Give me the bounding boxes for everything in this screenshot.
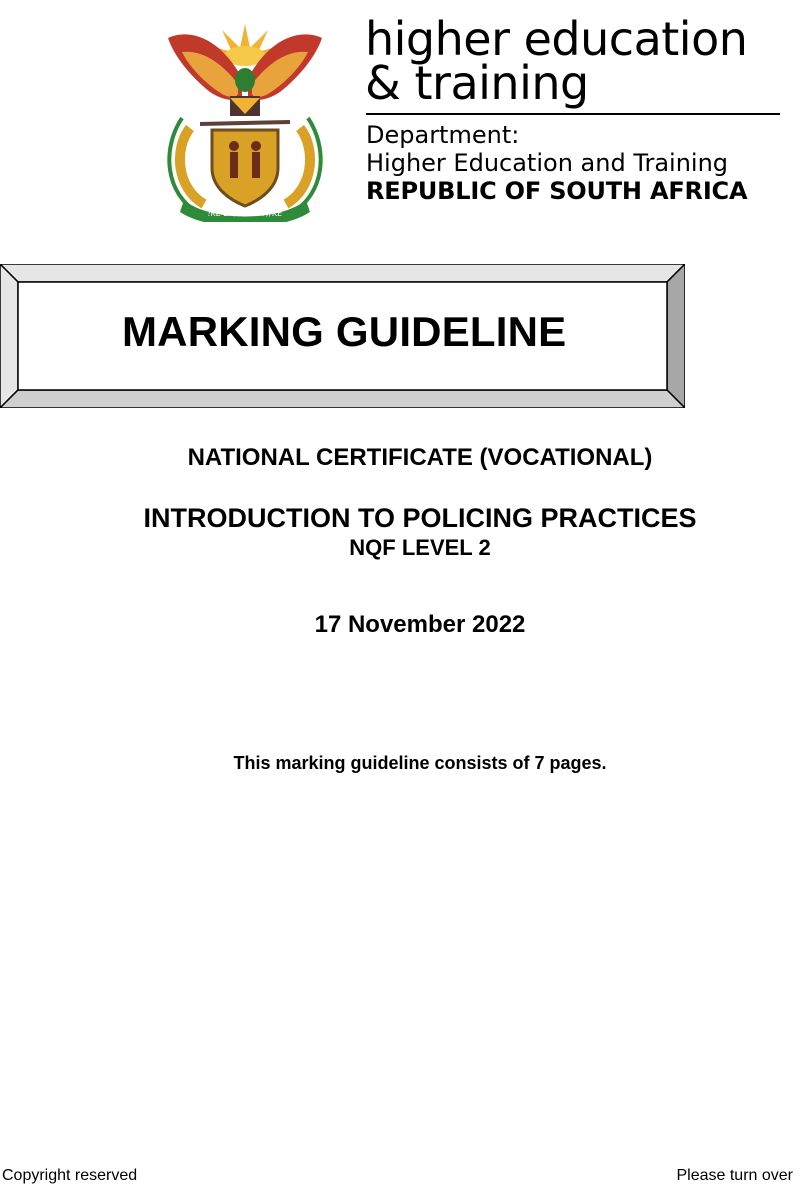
brand-title-line1: higher education [365,12,748,66]
brand-divider [366,113,780,115]
page-count-note: This marking guideline consists of 7 pages. [233,753,607,773]
certificate-name: NATIONAL CERTIFICATE (VOCATIONAL) [187,444,653,471]
svg-text:!KE E: /XARRA //KE: !KE E: /XARRA //KE [207,209,283,218]
subject-title: INTRODUCTION TO POLICING PRACTICES [143,503,697,533]
footer-copyright: Copyright reserved [2,1167,138,1184]
document-title: MARKING GUIDELINE [122,308,567,355]
brand-title-line2: & training [365,56,589,110]
republic-name: REPUBLIC OF SOUTH AFRICA [366,177,748,205]
coat-of-arms-logo [160,18,330,222]
nqf-level: NQF LEVEL 2 [349,535,491,560]
exam-date: 17 November 2022 [314,611,526,638]
department-label: Department: [366,121,520,149]
footer-turn-over: Please turn over [676,1167,793,1184]
department-name: Higher Education and Training [366,149,729,177]
